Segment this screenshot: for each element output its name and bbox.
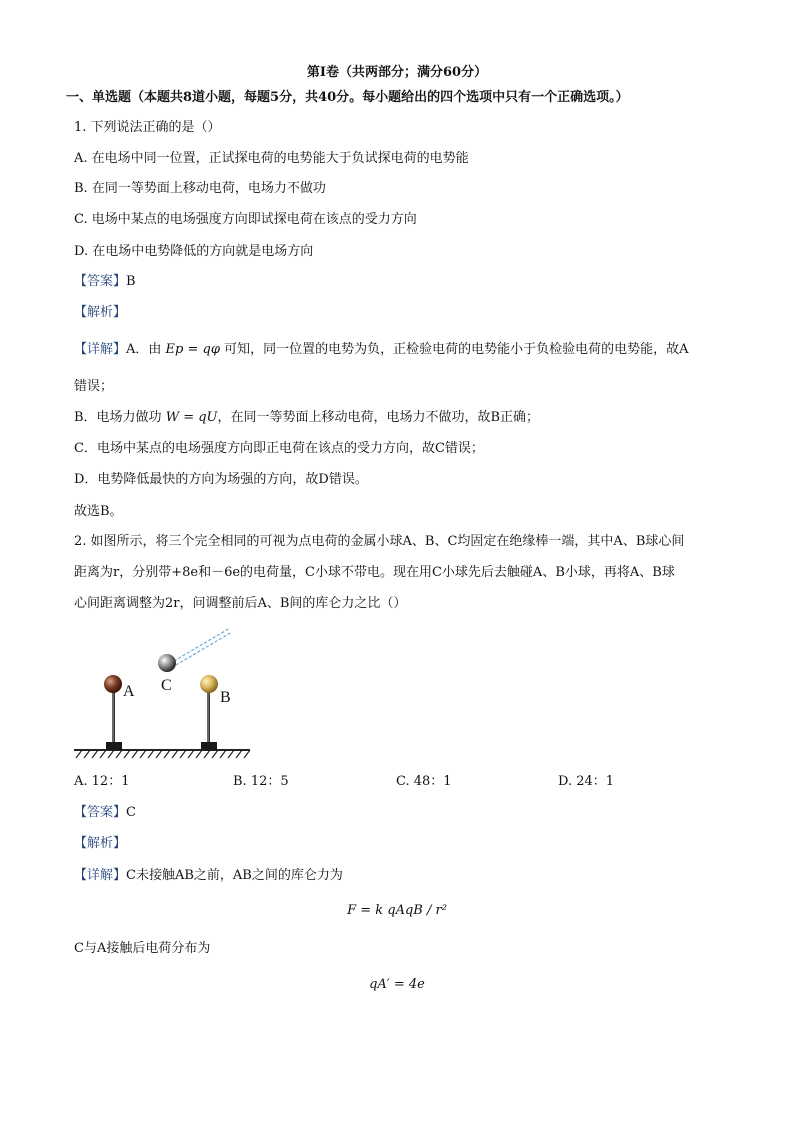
q1-conclusion: 故选B。 (74, 504, 123, 519)
q2-option-c: C. 48：1 (396, 774, 452, 789)
q1-analysis-tag: 【解析】 (74, 305, 127, 320)
formula-ep: Ep = qφ (165, 342, 220, 357)
q1-option-c: C. 电场中某点的电场强度方向即试探电荷在该点的受力方向 (74, 212, 417, 227)
formula-qa: qA′ = 4e (369, 977, 425, 992)
q2-detail-1 (74, 867, 343, 885)
q1-stem: 1. 下列说法正确的是（） (74, 120, 221, 135)
answer-tag: 【答案】 (74, 805, 127, 820)
rod-c (174, 628, 232, 665)
q1-detail-a-cont: 错误； (74, 379, 114, 394)
q1-detail-d: D．电势降低最快的方向为场强的方向，故D错误。 (74, 472, 368, 487)
answer-tag: 【答案】 (74, 274, 127, 289)
formula-coulomb: F = k qAqB / r² (347, 903, 447, 918)
label-a: A (123, 683, 135, 700)
ball-a (104, 675, 122, 693)
answer-value: B (126, 274, 136, 289)
ball-b (200, 675, 218, 693)
charge-figure (70, 620, 270, 760)
ground-hatching (74, 750, 250, 758)
answer-value: C (126, 805, 136, 820)
ball-c (158, 654, 176, 672)
stand-a (106, 692, 122, 750)
formula-w: W = qU (165, 410, 218, 425)
detail-tag: 【详解】 (74, 868, 127, 883)
exam-title: 第Ⅰ卷（共两部分；满分60分） (306, 65, 488, 80)
label-c: C (161, 677, 172, 694)
q2-stem-line3: 心间距离调整为2r，问调整前后A、B间的库仑力之比（） (74, 596, 407, 611)
q2-option-d: D. 24：1 (558, 774, 615, 789)
q2-option-a: A. 12：1 (74, 774, 130, 789)
q2-answer (74, 804, 136, 822)
q1-option-d: D. 在电场中电势降低的方向就是电场方向 (74, 244, 314, 259)
q2-option-b: B. 12：5 (233, 774, 289, 789)
q2-detail-2: C与A接触后电荷分布为 (74, 941, 211, 956)
q1-option-b: B. 在同一等势面上移动电荷，电场力不做功 (74, 181, 326, 196)
detail-b-pre: B．电场力做功 (74, 410, 162, 425)
q1-detail-c: C．电场中某点的电场强度方向即正电荷在该点的受力方向，故C错误； (74, 441, 484, 456)
q2-stem-line2: 距离为r，分别带+8e和－6e的电荷量，C小球不带电。现在用C小球先后去触碰A、B小球，再将A、B球 (74, 565, 675, 580)
q1-detail-a (74, 341, 688, 359)
label-b: B (220, 689, 231, 706)
detail-tag: 【详解】 (74, 342, 127, 357)
q1-answer (74, 273, 136, 291)
detail-b-post: ，在同一等势面上移动电荷，电场力不做功，故B正确； (217, 410, 540, 425)
section-heading: 一、单选题（本题共8道小题，每题5分，共40分。每小题给出的四个选项中只有一个正确选项。） (66, 90, 629, 105)
stand-b (201, 692, 217, 750)
q1-option-a: A. 在电场中同一位置，正试探电荷的电势能大于负试探电荷的电势能 (74, 151, 469, 166)
detail-a-pre: A．由 (126, 342, 162, 357)
q2-analysis-tag: 【解析】 (74, 836, 127, 851)
detail-1-text: C未接触AB之前，AB之间的库仑力为 (126, 868, 343, 883)
q2-stem-line1: 2. 如图所示，将三个完全相同的可视为点电荷的金属小球A、B、C均固定在绝缘棒一端，其中A、B球心间 (74, 534, 685, 549)
detail-a-post: 可知，同一位置的电势为负，正检验电荷的电势能小于负检验电荷的电势能，故A (224, 342, 689, 357)
q1-detail-b (74, 409, 539, 427)
